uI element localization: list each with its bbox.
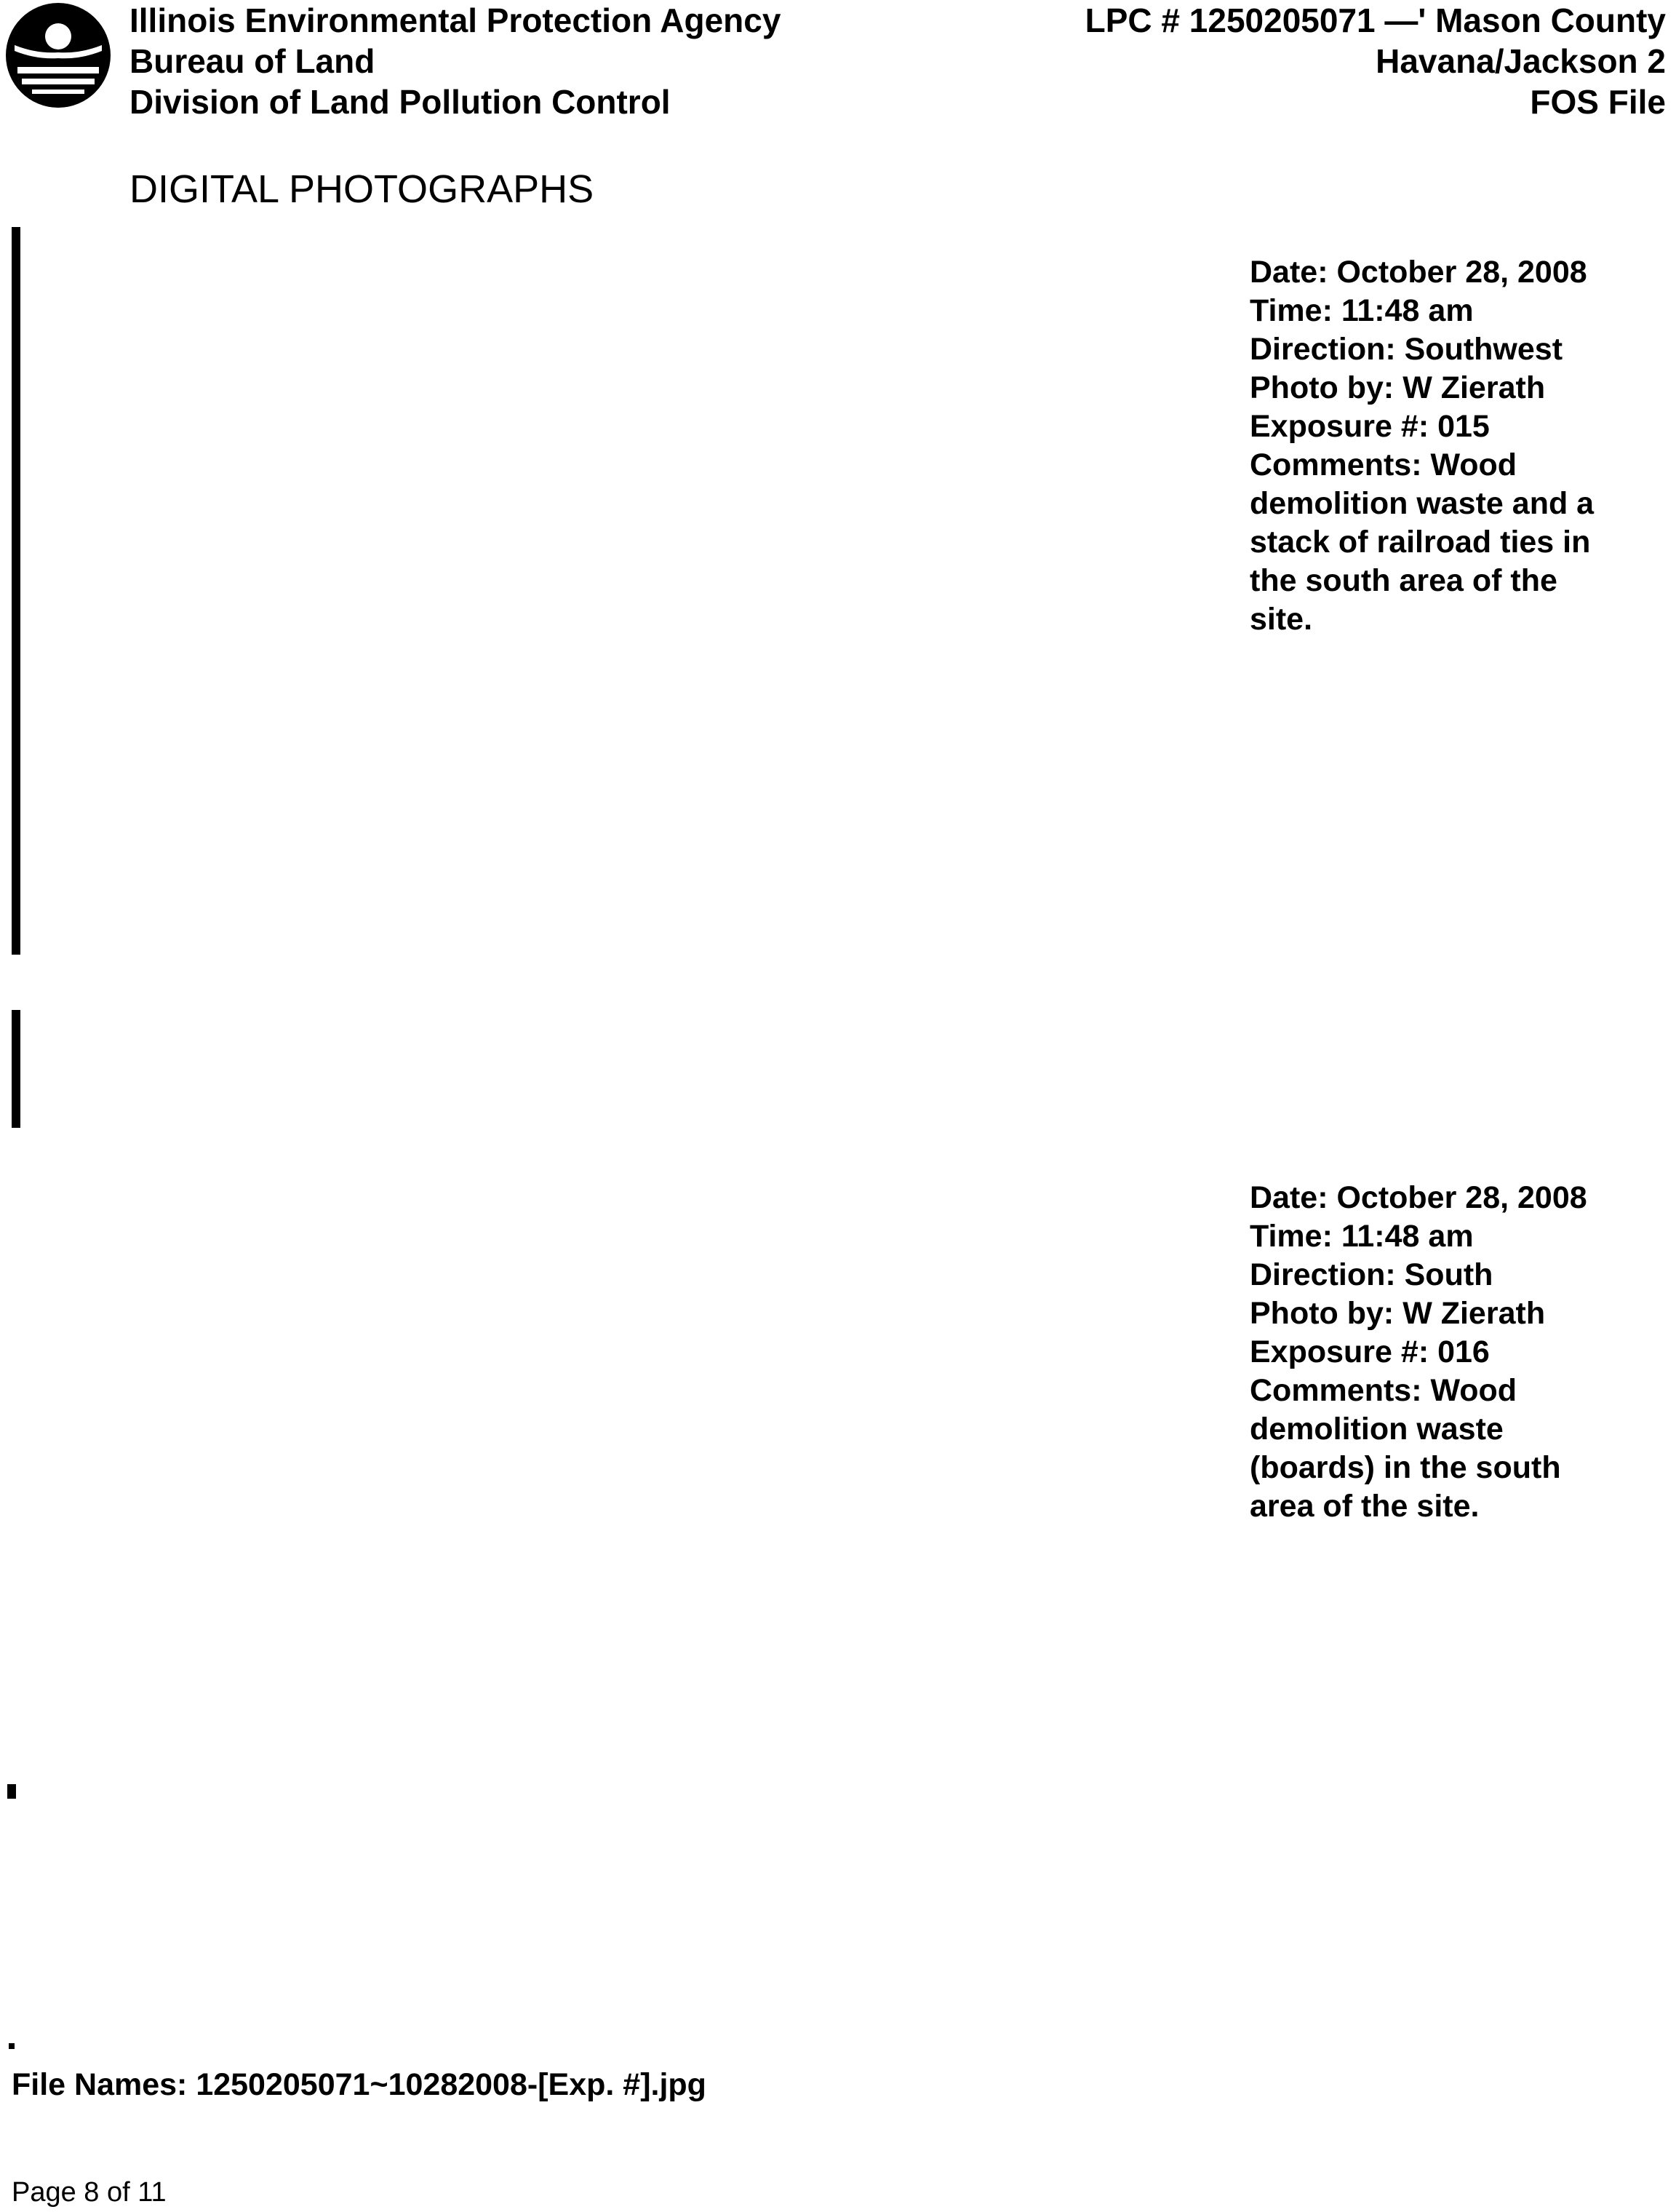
photo-caption-015 bbox=[1250, 253, 1657, 639]
file-names: File Names: 1250205071~10282008-[Exp. #].jpg bbox=[12, 2067, 706, 2102]
caption-comment-line: Comments: Wood bbox=[1250, 1373, 1517, 1408]
caption-time: Time: 11:48 am bbox=[1250, 293, 1474, 328]
bureau-name: Bureau of Land bbox=[129, 42, 375, 80]
caption-comment-line: Comments: Wood bbox=[1250, 447, 1517, 482]
scan-artifact-bar bbox=[12, 1010, 20, 1128]
site-name: Havana/Jackson 2 bbox=[1376, 42, 1666, 80]
scan-artifact-mark bbox=[9, 2043, 15, 2049]
caption-exposure: Exposure #: 016 bbox=[1250, 1334, 1490, 1369]
photo-caption-016 bbox=[1250, 1179, 1657, 1526]
page-number: Page 8 of 11 bbox=[12, 2177, 167, 2208]
agency-block bbox=[129, 0, 781, 122]
caption-exposure: Exposure #: 015 bbox=[1250, 409, 1490, 444]
lpc-block bbox=[1085, 0, 1666, 122]
caption-date: Date: October 28, 2008 bbox=[1250, 1180, 1587, 1215]
caption-direction: Direction: South bbox=[1250, 1257, 1493, 1292]
file-type: FOS File bbox=[1530, 83, 1666, 121]
caption-time: Time: 11:48 am bbox=[1250, 1219, 1474, 1254]
caption-comment-line: (boards) in the south bbox=[1250, 1450, 1561, 1485]
caption-comment-line: site. bbox=[1250, 602, 1313, 637]
lpc-number: LPC # 1250205071 —' Mason County bbox=[1085, 1, 1666, 39]
caption-comment-line: stack of railroad ties in bbox=[1250, 525, 1591, 560]
document-title: DIGITAL PHOTOGRAPHS bbox=[129, 167, 594, 211]
caption-date: Date: October 28, 2008 bbox=[1250, 255, 1587, 290]
caption-comment-line: demolition waste bbox=[1250, 1412, 1504, 1447]
scan-artifact-bar bbox=[12, 227, 20, 955]
iepa-logo-icon bbox=[3, 0, 113, 111]
agency-name: Illinois Environmental Protection Agency bbox=[129, 1, 781, 39]
caption-comment-line: area of the site. bbox=[1250, 1489, 1480, 1524]
caption-direction: Direction: Southwest bbox=[1250, 332, 1563, 367]
caption-photographer: Photo by: W Zierath bbox=[1250, 370, 1546, 405]
caption-comment-line: demolition waste and a bbox=[1250, 486, 1595, 521]
caption-photographer: Photo by: W Zierath bbox=[1250, 1296, 1546, 1331]
division-name: Division of Land Pollution Control bbox=[129, 83, 671, 121]
caption-comment-line: the south area of the bbox=[1250, 563, 1557, 598]
scan-artifact-mark bbox=[7, 1784, 16, 1799]
